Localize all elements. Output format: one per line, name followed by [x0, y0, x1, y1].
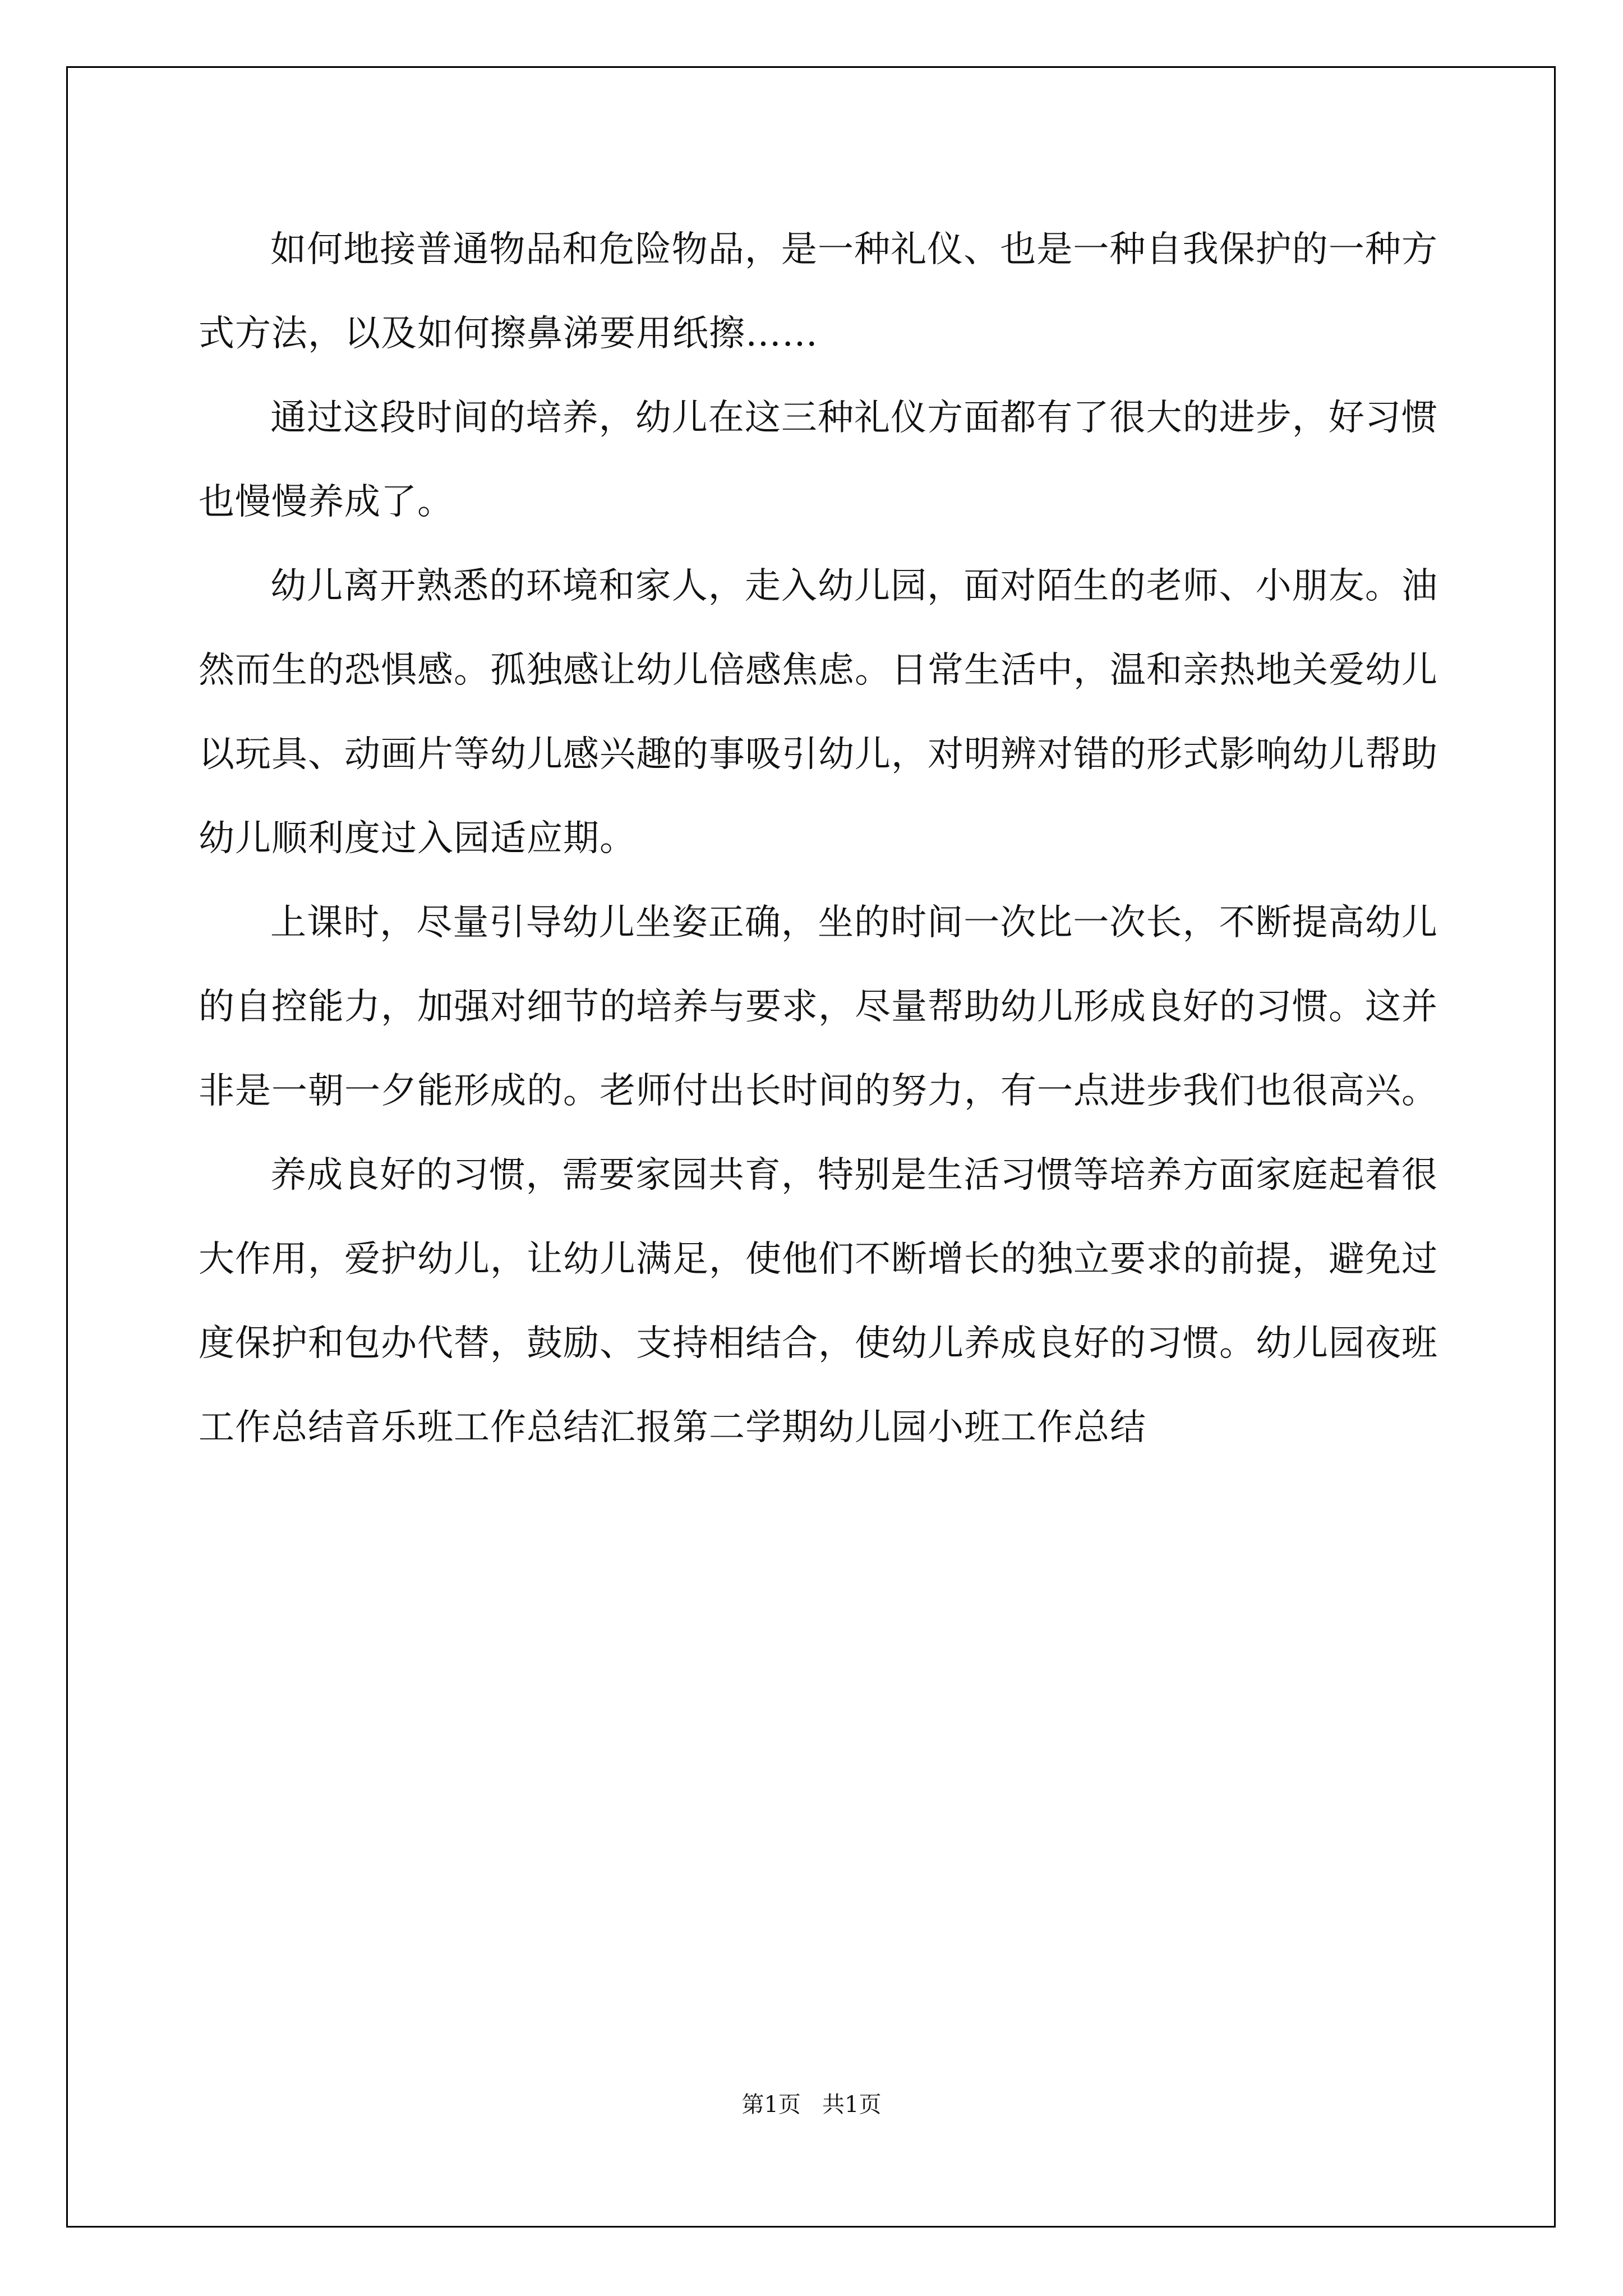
paragraph-2: 通过这段时间的培养，幼儿在这三种礼仪方面都有了很大的进步，好习惯也慢慢养成了。	[199, 397, 1438, 523]
page-footer: 第1页 共1页	[741, 2092, 882, 2118]
paragraph-4: 上课时，尽量引导幼儿坐姿正确，坐的时间一次比一次长，不断提高幼儿的自控能力，加强对细节的培养与要求，尽量帮助幼儿形成良好的习惯。这并非是一朝一夕能形成的。老师付出长时间的努力，有一点进步我们也很高兴。	[199, 902, 1438, 1112]
paragraph-1: 如何地接普通物品和危险物品，是一种礼仪、也是一种自我保护的一种方式方法，以及如何擦鼻涕要用纸擦……	[199, 229, 1438, 355]
paragraph-5: 养成良好的习惯，需要家园共育，特别是生活习惯等培养方面家庭起着很大作用，爱护幼儿，让幼儿满足，使他们不断增长的独立要求的前提，避免过度保护和包办代替，鼓励、支持相结合，使幼儿养成良好的习惯。幼儿园夜班工作总结音乐班工作总结汇报第二学期幼儿园小班工作总结	[199, 1154, 1438, 1448]
paragraph-3: 幼儿离开熟悉的环境和家人，走入幼儿园，面对陌生的老师、小朋友。油然而生的恐惧感。孤独感让幼儿倍感焦虑。日常生活中，温和亲热地关爱幼儿以玩具、动画片等幼儿感兴趣的事吸引幼儿，对明辨对错的形式影响幼儿帮助幼儿顺利度过入园适应期。	[199, 565, 1438, 859]
document-body	[199, 208, 1438, 1470]
